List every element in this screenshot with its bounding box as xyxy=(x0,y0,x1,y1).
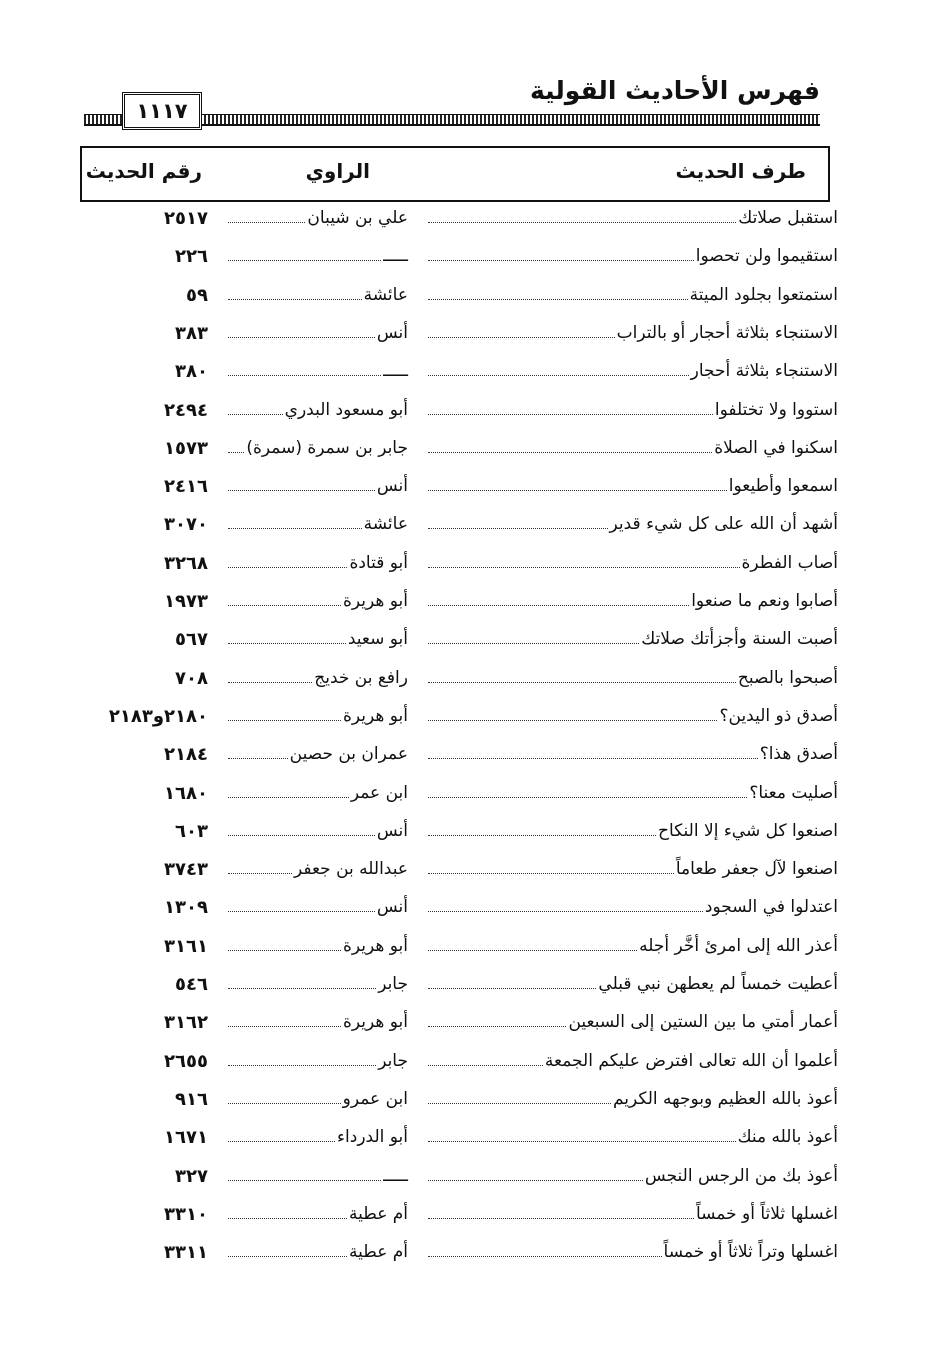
narrator-cell xyxy=(228,323,408,343)
hadith-number: ٣١٦٢ xyxy=(164,1012,208,1034)
hadith-text: أعوذ بالله العظيم وبوجهه الكريم xyxy=(612,1088,838,1109)
list-item xyxy=(80,857,838,895)
dot-leader xyxy=(428,949,637,951)
hadith-cell xyxy=(428,1204,838,1224)
narrator-text: أبو قتادة xyxy=(349,552,408,573)
dot-leader xyxy=(428,298,688,300)
narrator-text: أبو هريرة xyxy=(342,1012,408,1033)
narrator-text: رافع بن خديج xyxy=(314,667,408,688)
hadith-number: ٥٩ xyxy=(186,284,208,306)
list-item xyxy=(80,436,838,474)
hadith-text: أصدق ذو اليدين؟ xyxy=(719,705,838,726)
hadith-cell xyxy=(428,208,838,228)
hadith-cell xyxy=(428,859,838,879)
hadith-cell xyxy=(428,783,838,803)
hadith-cell xyxy=(428,706,838,726)
narrator-text: عائشة xyxy=(363,284,408,305)
hadith-number: ١٥٧٣ xyxy=(164,437,208,459)
dot-leader xyxy=(228,451,244,453)
hadith-cell xyxy=(428,400,838,420)
narrator-cell xyxy=(228,400,408,420)
hadith-text: استقبل صلاتك xyxy=(738,208,838,228)
list-item xyxy=(80,704,838,742)
list-item xyxy=(80,895,838,933)
narrator-text: عمران بن حصين xyxy=(289,744,408,765)
dot-leader xyxy=(428,566,740,568)
hadith-number: ٣٧٤٣ xyxy=(164,859,208,881)
hadith-cell xyxy=(428,361,838,381)
narrator-text: عائشة xyxy=(363,514,408,535)
narrator-text: أنس xyxy=(376,322,408,343)
hadith-text: الاستنجاء بثلاثة أحجار xyxy=(690,361,838,382)
hadith-number: ١٦٨٠ xyxy=(164,782,208,804)
narrator-text: ابن عمرو xyxy=(342,1088,408,1109)
hadith-number: ٣٢٧ xyxy=(175,1165,208,1187)
hadith-number: ٥٤٦ xyxy=(175,974,208,995)
hadith-text: اصنعوا لآل جعفر طعاماً xyxy=(675,859,838,880)
dot-leader xyxy=(428,1179,643,1181)
dot-leader xyxy=(228,834,375,836)
narrator-cell xyxy=(228,1089,408,1109)
hadith-text: اسكنوا في الصلاة xyxy=(714,437,838,458)
hadith-number: ٣٨٣ xyxy=(175,322,208,344)
narrator-cell xyxy=(228,1012,408,1032)
hadith-number: ٢٦٥٥ xyxy=(164,1050,208,1072)
narrator-cell xyxy=(228,1051,408,1071)
dot-leader xyxy=(428,1102,611,1104)
hadith-cell xyxy=(428,1127,838,1147)
hadith-cell xyxy=(428,974,838,994)
hadith-cell xyxy=(428,1089,838,1109)
list-item xyxy=(80,512,838,550)
hadith-text: أصليت معنا؟ xyxy=(749,782,838,803)
hadith-text: أعمار أمتي ما بين الستين إلى السبعين xyxy=(568,1012,838,1033)
narrator-cell xyxy=(228,553,408,573)
narrator-text: أم عطية xyxy=(349,1242,408,1263)
narrator-cell xyxy=(228,591,408,611)
hadith-cell xyxy=(428,1242,838,1262)
narrator-cell xyxy=(228,629,408,649)
column-header-hadith: طرف الحديث xyxy=(675,159,806,183)
hadith-text: الاستنجاء بثلاثة أحجار أو بالتراب xyxy=(616,322,838,343)
list-item xyxy=(80,934,838,972)
narrator-cell xyxy=(228,936,408,956)
narrator-cell xyxy=(228,208,408,228)
dot-leader xyxy=(228,1255,347,1257)
hadith-number: ٩١٦ xyxy=(175,1088,208,1110)
narrator-text: أنس xyxy=(376,897,408,918)
narrator-text: ـــــ xyxy=(383,246,408,267)
list-item xyxy=(80,742,838,780)
dot-leader xyxy=(428,259,694,261)
narrator-text: ابن عمر xyxy=(350,782,408,803)
list-item xyxy=(80,551,838,589)
list-item xyxy=(80,1049,838,1087)
hadith-text: أصاب الفطرة xyxy=(741,552,838,573)
hadith-cell xyxy=(428,591,838,611)
hadith-cell xyxy=(428,897,838,917)
hadith-number: ٦٠٣ xyxy=(175,820,208,842)
narrator-cell xyxy=(228,706,408,726)
hadith-text: أعذر الله إلى امرئ أخَّر أجله xyxy=(639,935,838,956)
narrator-text: جابر xyxy=(378,1050,408,1071)
dot-leader xyxy=(228,872,292,874)
narrator-cell xyxy=(228,1242,408,1262)
list-item xyxy=(80,1125,838,1163)
hadith-text: اسمعوا وأطيعوا xyxy=(728,476,838,497)
dot-leader xyxy=(228,987,376,989)
narrator-text: جابر xyxy=(378,974,408,994)
narrator-cell xyxy=(228,859,408,879)
hadith-cell xyxy=(428,1051,838,1071)
list-item xyxy=(80,819,838,857)
dot-leader xyxy=(228,1102,341,1104)
hadith-text: أصبحوا بالصبح xyxy=(737,667,838,688)
dot-leader xyxy=(428,834,656,836)
dot-leader xyxy=(228,910,375,912)
narrator-cell xyxy=(228,285,408,305)
list-item xyxy=(80,627,838,665)
hadith-number: ٢٤١٦ xyxy=(164,476,208,498)
hadith-number: ٢١٨٤ xyxy=(164,744,208,766)
hadith-cell xyxy=(428,514,838,534)
dot-leader xyxy=(428,1217,694,1219)
hadith-cell xyxy=(428,1166,838,1186)
list-item xyxy=(80,589,838,627)
hadith-number: ٣١٦١ xyxy=(164,935,208,957)
narrator-text: جابر بن سمرة (سمرة) xyxy=(246,437,408,458)
list-item xyxy=(80,283,838,321)
dot-leader xyxy=(228,336,375,338)
hadith-text: استووا ولا تختلفوا xyxy=(714,399,838,420)
hadith-number: ٧٠٨ xyxy=(175,667,208,689)
narrator-text: أبو مسعود البدري xyxy=(284,399,408,420)
hadith-number: ١٩٧٣ xyxy=(164,591,208,612)
hadith-text: أصدق هذا؟ xyxy=(759,744,838,765)
dot-leader xyxy=(228,604,341,606)
narrator-cell xyxy=(228,1204,408,1224)
hadith-number: ٥٦٧ xyxy=(175,629,208,651)
narrator-cell xyxy=(228,1166,408,1186)
list-item xyxy=(80,206,838,244)
dot-leader xyxy=(428,1025,566,1027)
narrator-cell xyxy=(228,668,408,688)
list-item xyxy=(80,1202,838,1240)
page-number: ١١١٧ xyxy=(122,92,202,130)
dot-leader xyxy=(428,1255,662,1257)
hadith-cell xyxy=(428,285,838,305)
dot-leader xyxy=(228,796,349,798)
dot-leader xyxy=(428,796,747,798)
list-item xyxy=(80,398,838,436)
hadith-cell xyxy=(428,323,838,343)
narrator-cell xyxy=(228,744,408,764)
narrator-text: أبو هريرة xyxy=(342,705,408,726)
narrator-text: ـــــ xyxy=(383,361,408,382)
hadith-text: اغسلها ثلاثاً أو خمساً xyxy=(695,1203,838,1224)
narrator-text: أبو سعيد xyxy=(347,629,408,650)
dot-leader xyxy=(428,681,736,683)
narrator-text: أبو هريرة xyxy=(342,591,408,611)
dot-leader xyxy=(228,489,375,491)
list-item xyxy=(80,244,838,282)
hadith-text: أصبت السنة وأجزأتك صلاتك xyxy=(641,629,838,650)
dot-leader xyxy=(428,527,608,529)
hadith-cell xyxy=(428,246,838,266)
hadith-number: ٢٤٩٤ xyxy=(164,399,208,421)
dot-leader xyxy=(228,681,312,683)
dot-leader xyxy=(428,757,758,759)
hadith-number: ٣٣١١ xyxy=(164,1242,208,1264)
hadith-number: ٣٨٠ xyxy=(175,361,208,383)
dot-leader xyxy=(228,259,381,261)
dot-leader xyxy=(228,1064,376,1066)
dot-leader xyxy=(228,298,362,300)
hadith-cell xyxy=(428,629,838,649)
column-header-narrator: الراوي xyxy=(305,159,370,183)
dot-leader xyxy=(428,1064,543,1066)
list-item xyxy=(80,1010,838,1048)
hadith-text: أصابوا ونعم ما صنعوا xyxy=(691,591,838,611)
dot-leader xyxy=(428,910,703,912)
dot-leader xyxy=(228,1140,335,1142)
hadith-number: ١٦٧١ xyxy=(164,1127,208,1149)
dot-leader xyxy=(428,987,596,989)
hadith-number: ٣٠٧٠ xyxy=(164,514,208,536)
hadith-text: أعطيت خمساً لم يعطهن نبي قبلي xyxy=(598,974,838,994)
hadith-text: استقيموا ولن تحصوا xyxy=(695,246,838,267)
hadith-number: ٣٣١٠ xyxy=(164,1203,208,1225)
hadith-text: اعتدلوا في السجود xyxy=(704,897,838,918)
dot-leader xyxy=(228,1217,347,1219)
dot-leader xyxy=(228,1025,341,1027)
narrator-text: أنس xyxy=(376,476,408,497)
hadith-text: أعوذ بالله منك xyxy=(737,1127,838,1148)
narrator-cell xyxy=(228,1127,408,1147)
hadith-number: ٢١٨٠و٢١٨٣ xyxy=(108,705,208,727)
dot-leader xyxy=(428,872,674,874)
narrator-text: أبو هريرة xyxy=(342,935,408,956)
narrator-text: أبو الدرداء xyxy=(337,1127,408,1148)
list-item xyxy=(80,359,838,397)
list-item xyxy=(80,666,838,704)
page-title: فهرس الأحاديث القولية xyxy=(530,76,820,105)
hadith-text: أشهد أن الله على كل شيء قدير xyxy=(609,514,838,535)
hadith-number: ٢٢٦ xyxy=(175,246,208,268)
list-item xyxy=(80,972,838,1010)
hadith-number: ١٣٠٩ xyxy=(164,897,208,919)
dot-leader xyxy=(228,642,346,644)
dot-leader xyxy=(228,527,362,529)
dot-leader xyxy=(428,451,712,453)
dot-leader xyxy=(428,413,713,415)
narrator-cell xyxy=(228,476,408,496)
hadith-text: استمتعوا بجلود الميتة xyxy=(689,284,838,305)
narrator-cell xyxy=(228,361,408,381)
list-item xyxy=(80,474,838,512)
dot-leader xyxy=(228,757,288,759)
list-item xyxy=(80,1087,838,1125)
narrator-cell xyxy=(228,438,408,458)
list-item xyxy=(80,321,838,359)
dot-leader xyxy=(228,949,341,951)
narrator-cell xyxy=(228,246,408,266)
dot-leader xyxy=(428,604,689,606)
list-item xyxy=(80,1240,838,1278)
narrator-cell xyxy=(228,514,408,534)
hadith-text: اصنعوا كل شيء إلا النكاح xyxy=(658,820,838,841)
dot-leader xyxy=(228,719,341,721)
hadith-cell xyxy=(428,553,838,573)
narrator-text: علي بن شيبان xyxy=(307,208,408,228)
hadith-text: اغسلها وتراً ثلاثاً أو خمساً xyxy=(663,1242,838,1263)
dot-leader xyxy=(228,566,347,568)
hadith-text: أعوذ بك من الرجس النجس xyxy=(644,1165,838,1186)
hadith-number: ٢٥١٧ xyxy=(164,208,208,229)
dot-leader xyxy=(428,221,736,223)
hadith-cell xyxy=(428,438,838,458)
hadith-text: أعلموا أن الله تعالى افترض عليكم الجمعة xyxy=(544,1050,838,1071)
narrator-cell xyxy=(228,783,408,803)
dot-leader xyxy=(428,374,689,376)
dot-leader xyxy=(228,1179,381,1181)
narrator-text: ـــــ xyxy=(383,1165,408,1186)
narrator-text: عبدالله بن جعفر xyxy=(293,859,408,880)
column-header-number: رقم الحديث xyxy=(85,159,202,183)
narrator-cell xyxy=(228,974,408,994)
page-header xyxy=(84,62,820,130)
hadith-cell xyxy=(428,936,838,956)
hadith-cell xyxy=(428,668,838,688)
dot-leader xyxy=(228,374,381,376)
list-item xyxy=(80,1164,838,1202)
dot-leader xyxy=(428,489,727,491)
hadith-number: ٣٢٦٨ xyxy=(164,552,208,574)
dot-leader xyxy=(428,336,615,338)
hadith-cell xyxy=(428,821,838,841)
narrator-text: أم عطية xyxy=(349,1203,408,1224)
hadith-cell xyxy=(428,1012,838,1032)
narrator-cell xyxy=(228,897,408,917)
table-header xyxy=(80,146,830,202)
dot-leader xyxy=(428,1140,736,1142)
narrator-cell xyxy=(228,821,408,841)
dot-leader xyxy=(228,413,283,415)
dot-leader xyxy=(228,221,305,223)
narrator-text: أنس xyxy=(376,820,408,841)
list-item xyxy=(80,781,838,819)
hadith-cell xyxy=(428,744,838,764)
dot-leader xyxy=(428,642,639,644)
hadith-cell xyxy=(428,476,838,496)
dot-leader xyxy=(428,719,717,721)
